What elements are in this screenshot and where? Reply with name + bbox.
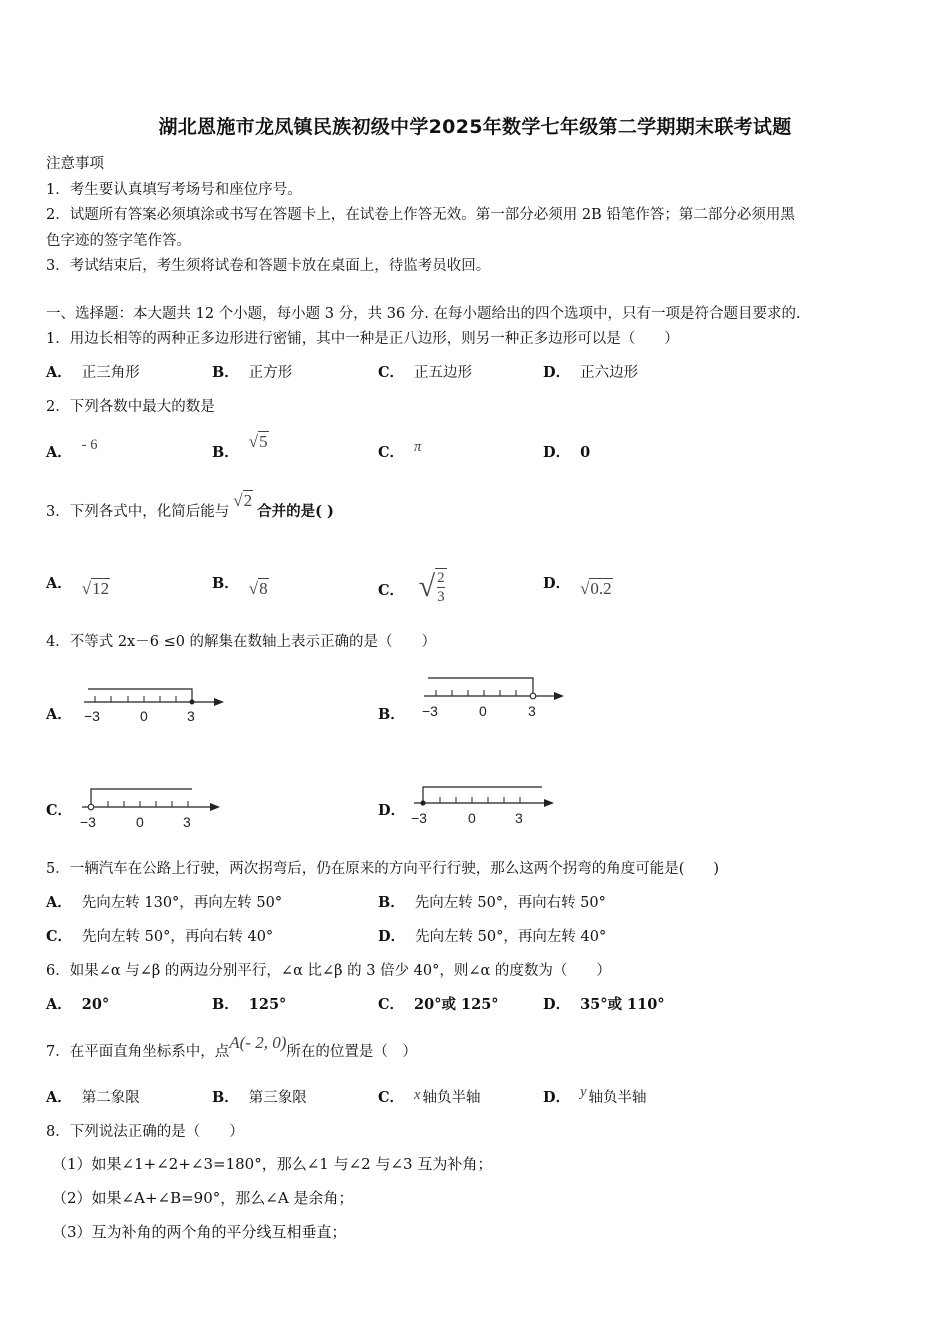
q4-option-b[interactable] — [378, 703, 415, 724]
radicand: 2 — [243, 491, 253, 510]
sqrt-expression: √2 — [233, 491, 253, 510]
option-label: A． — [46, 996, 72, 1013]
question-1-stem: 1．用边长相等的两种正多边形进行密铺，其中一种是正八边形，则另一种正多边形可以是（ ） — [46, 331, 679, 347]
option-label: D． — [378, 928, 406, 945]
stem-text: 合并的是( ) — [257, 503, 334, 520]
sqrt-expression: √5 — [248, 432, 268, 451]
option-label: A． — [46, 444, 72, 461]
question-2-stem: 2．下列各数中最大的数是 — [46, 399, 215, 415]
tick-label: −3 — [422, 703, 438, 719]
q6-option-b[interactable] — [212, 993, 286, 1014]
sqrt-expression: √12 — [81, 579, 110, 598]
q4-option-c[interactable] — [46, 799, 82, 820]
option-label: A． — [46, 706, 72, 723]
statement-item: （3）互为补角的两个角的平分线互相垂直； — [52, 1223, 347, 1241]
tick-label: 3 — [183, 814, 191, 830]
q2-option-b[interactable] — [212, 432, 269, 462]
sqrt-expression: √8 — [248, 579, 268, 598]
option-text: 第二象限 — [81, 1090, 140, 1106]
stem-text: 7．在平面直角坐标系中，点 — [46, 1044, 230, 1060]
q5-option-a[interactable] — [46, 891, 282, 912]
option-text: 第三象限 — [248, 1090, 307, 1106]
question-6-stem: 6．如果∠α 与∠β 的两边分别平行，∠α 比∠β 的 3 倍少 40°，则∠α 的度数为（ ） — [46, 963, 611, 979]
radicand: 8 — [259, 579, 268, 598]
option-label: C． — [46, 802, 73, 819]
radicand: 5 — [259, 432, 268, 451]
question-4-stem: 4．不等式 2x－6 ≤0 的解集在数轴上表示正确的是（ ） — [46, 634, 437, 650]
number-line-d — [408, 783, 558, 831]
number-line-c — [78, 785, 228, 833]
q3-option-c[interactable] — [378, 572, 447, 610]
variable: y — [580, 1084, 587, 1100]
option-label: C． — [378, 1089, 405, 1106]
q1-option-b[interactable] — [212, 361, 292, 382]
option-text: 先向左转 130°，再向左转 50° — [81, 895, 283, 911]
option-text: 先向左转 50°，再向右转 40° — [82, 929, 274, 945]
option-label: C． — [378, 444, 405, 461]
page-title: 湖北恩施市龙凤镇民族初级中学2025年数学七年级第二学期期末联考试题 — [158, 116, 792, 138]
option-label: D． — [378, 802, 406, 819]
sqrt-expression: √0.2 — [580, 579, 612, 598]
q7-option-d[interactable] — [543, 1086, 647, 1107]
tick-label: 3 — [187, 708, 195, 724]
numerator: 2 — [437, 570, 445, 586]
notice-item: 3．考试结束后，考生须将试卷和答题卡放在桌面上，待监考员收回。 — [46, 258, 491, 274]
tick-label: −3 — [84, 708, 100, 724]
stem-text: 所在的位置是（ ） — [286, 1044, 417, 1060]
option-label: B． — [212, 996, 239, 1013]
notice-item: 1．考生要认真填写考场号和座位序号。 — [46, 182, 302, 198]
option-label: D． — [543, 444, 571, 461]
variable: x — [414, 1087, 421, 1103]
stem-text: 3．下列各式中，化简后能与 — [46, 504, 230, 520]
q6-option-d[interactable] — [543, 993, 665, 1014]
q3-option-b[interactable] — [212, 572, 269, 598]
option-text: 正五边形 — [414, 365, 473, 381]
number-line-b — [418, 674, 568, 722]
statement-item: （1）如果∠1+∠2+∠3=180°，那么∠1 与∠2 与∠3 互为补角； — [52, 1155, 493, 1173]
option-label: B． — [378, 894, 405, 911]
option-label: D． — [543, 575, 571, 592]
question-7-stem — [46, 1033, 417, 1061]
q4-option-a[interactable] — [46, 703, 82, 724]
tick-label: 0 — [479, 703, 487, 719]
option-text: 正方形 — [248, 365, 293, 381]
option-text: 轴负半轴 — [422, 1090, 481, 1106]
option-text: 正六边形 — [580, 365, 639, 381]
q1-option-c[interactable] — [378, 361, 472, 382]
sqrt-fraction — [419, 568, 447, 606]
option-label: C． — [378, 364, 405, 381]
q2-option-a[interactable] — [46, 437, 98, 462]
tick-label: 0 — [468, 810, 476, 826]
option-math: π — [414, 439, 422, 455]
number-line-a — [78, 684, 228, 726]
radicand: 12 — [92, 579, 110, 598]
q3-option-a[interactable] — [46, 572, 110, 598]
tick-label: 0 — [136, 814, 144, 830]
radicand: 0.2 — [590, 579, 612, 598]
option-text: 正三角形 — [81, 365, 140, 381]
option-text: 20° — [81, 996, 110, 1013]
question-8-stem: 8．下列说法正确的是（ ） — [46, 1124, 244, 1140]
option-text: 先向左转 50°，再向右转 50° — [414, 895, 606, 911]
option-label: C． — [378, 996, 405, 1013]
option-label: D． — [543, 1089, 571, 1106]
q3-option-d[interactable] — [543, 572, 613, 598]
option-text: 125° — [248, 996, 287, 1013]
notice-item: 色字迹的签字笔作答。 — [46, 233, 191, 249]
q5-option-c[interactable] — [46, 925, 273, 946]
radical-sign: √ — [418, 570, 436, 603]
option-label: A． — [46, 1089, 72, 1106]
q6-option-a[interactable] — [46, 993, 109, 1014]
option-text: 轴负半轴 — [588, 1090, 647, 1106]
fraction — [435, 568, 447, 606]
tick-label: −3 — [411, 810, 427, 826]
q6-option-c[interactable] — [378, 993, 499, 1014]
q7-option-a[interactable] — [46, 1086, 140, 1107]
statement-item: （2）如果∠A+∠B=90°，那么∠A 是余角； — [52, 1189, 354, 1207]
q2-option-c[interactable] — [378, 441, 421, 462]
q1-option-d[interactable] — [543, 361, 638, 382]
option-label: B． — [378, 706, 405, 723]
tick-label: 3 — [528, 703, 536, 719]
option-label: D． — [543, 996, 571, 1013]
option-label: A． — [46, 364, 72, 381]
q7-option-c[interactable] — [378, 1086, 480, 1107]
point-coordinate: A(- 2, 0) — [229, 1033, 287, 1052]
notice-item: 2．试题所有答案必须填涂或书写在答题卡上，在试卷上作答无效。第一部分必须用 2B 铅笔作答；第二部分必须用黑 — [46, 207, 795, 223]
option-label: B． — [212, 444, 239, 461]
option-text: 35°或 110° — [580, 996, 665, 1013]
tick-label: 3 — [515, 810, 523, 826]
option-label: A． — [46, 575, 72, 592]
notice-heading: 注意事项 — [46, 156, 104, 172]
option-text: 20°或 125° — [414, 996, 499, 1013]
q7-option-b[interactable] — [212, 1086, 307, 1107]
option-label: B． — [212, 1089, 239, 1106]
option-label: B． — [212, 364, 239, 381]
option-label: C． — [46, 928, 73, 945]
question-5-stem: 5．一辆汽车在公路上行驶，两次拐弯后，仍在原来的方向平行行驶，那么这两个拐弯的角度可能是( ) — [46, 861, 720, 877]
question-3-stem — [46, 491, 334, 521]
tick-label: −3 — [80, 814, 96, 830]
option-label: A． — [46, 894, 72, 911]
q2-option-d[interactable] — [543, 441, 590, 462]
q5-option-d[interactable] — [378, 925, 606, 946]
option-math: - 6 — [81, 437, 98, 453]
section-heading: 一、选择题：本大题共 12 个小题，每小题 3 分，共 36 分. 在每小题给出的四个选项中，只有一项是符合题目要求的. — [46, 306, 801, 322]
q1-option-a[interactable] — [46, 361, 140, 382]
q5-option-b[interactable] — [378, 891, 606, 912]
option-label: D． — [543, 364, 571, 381]
option-label: C． — [378, 582, 405, 599]
denominator: 3 — [437, 589, 445, 605]
option-text: 先向左转 50°，再向左转 40° — [415, 929, 607, 945]
tick-label: 0 — [140, 708, 148, 724]
option-label: B． — [212, 575, 239, 592]
option-text: 0 — [580, 444, 591, 461]
